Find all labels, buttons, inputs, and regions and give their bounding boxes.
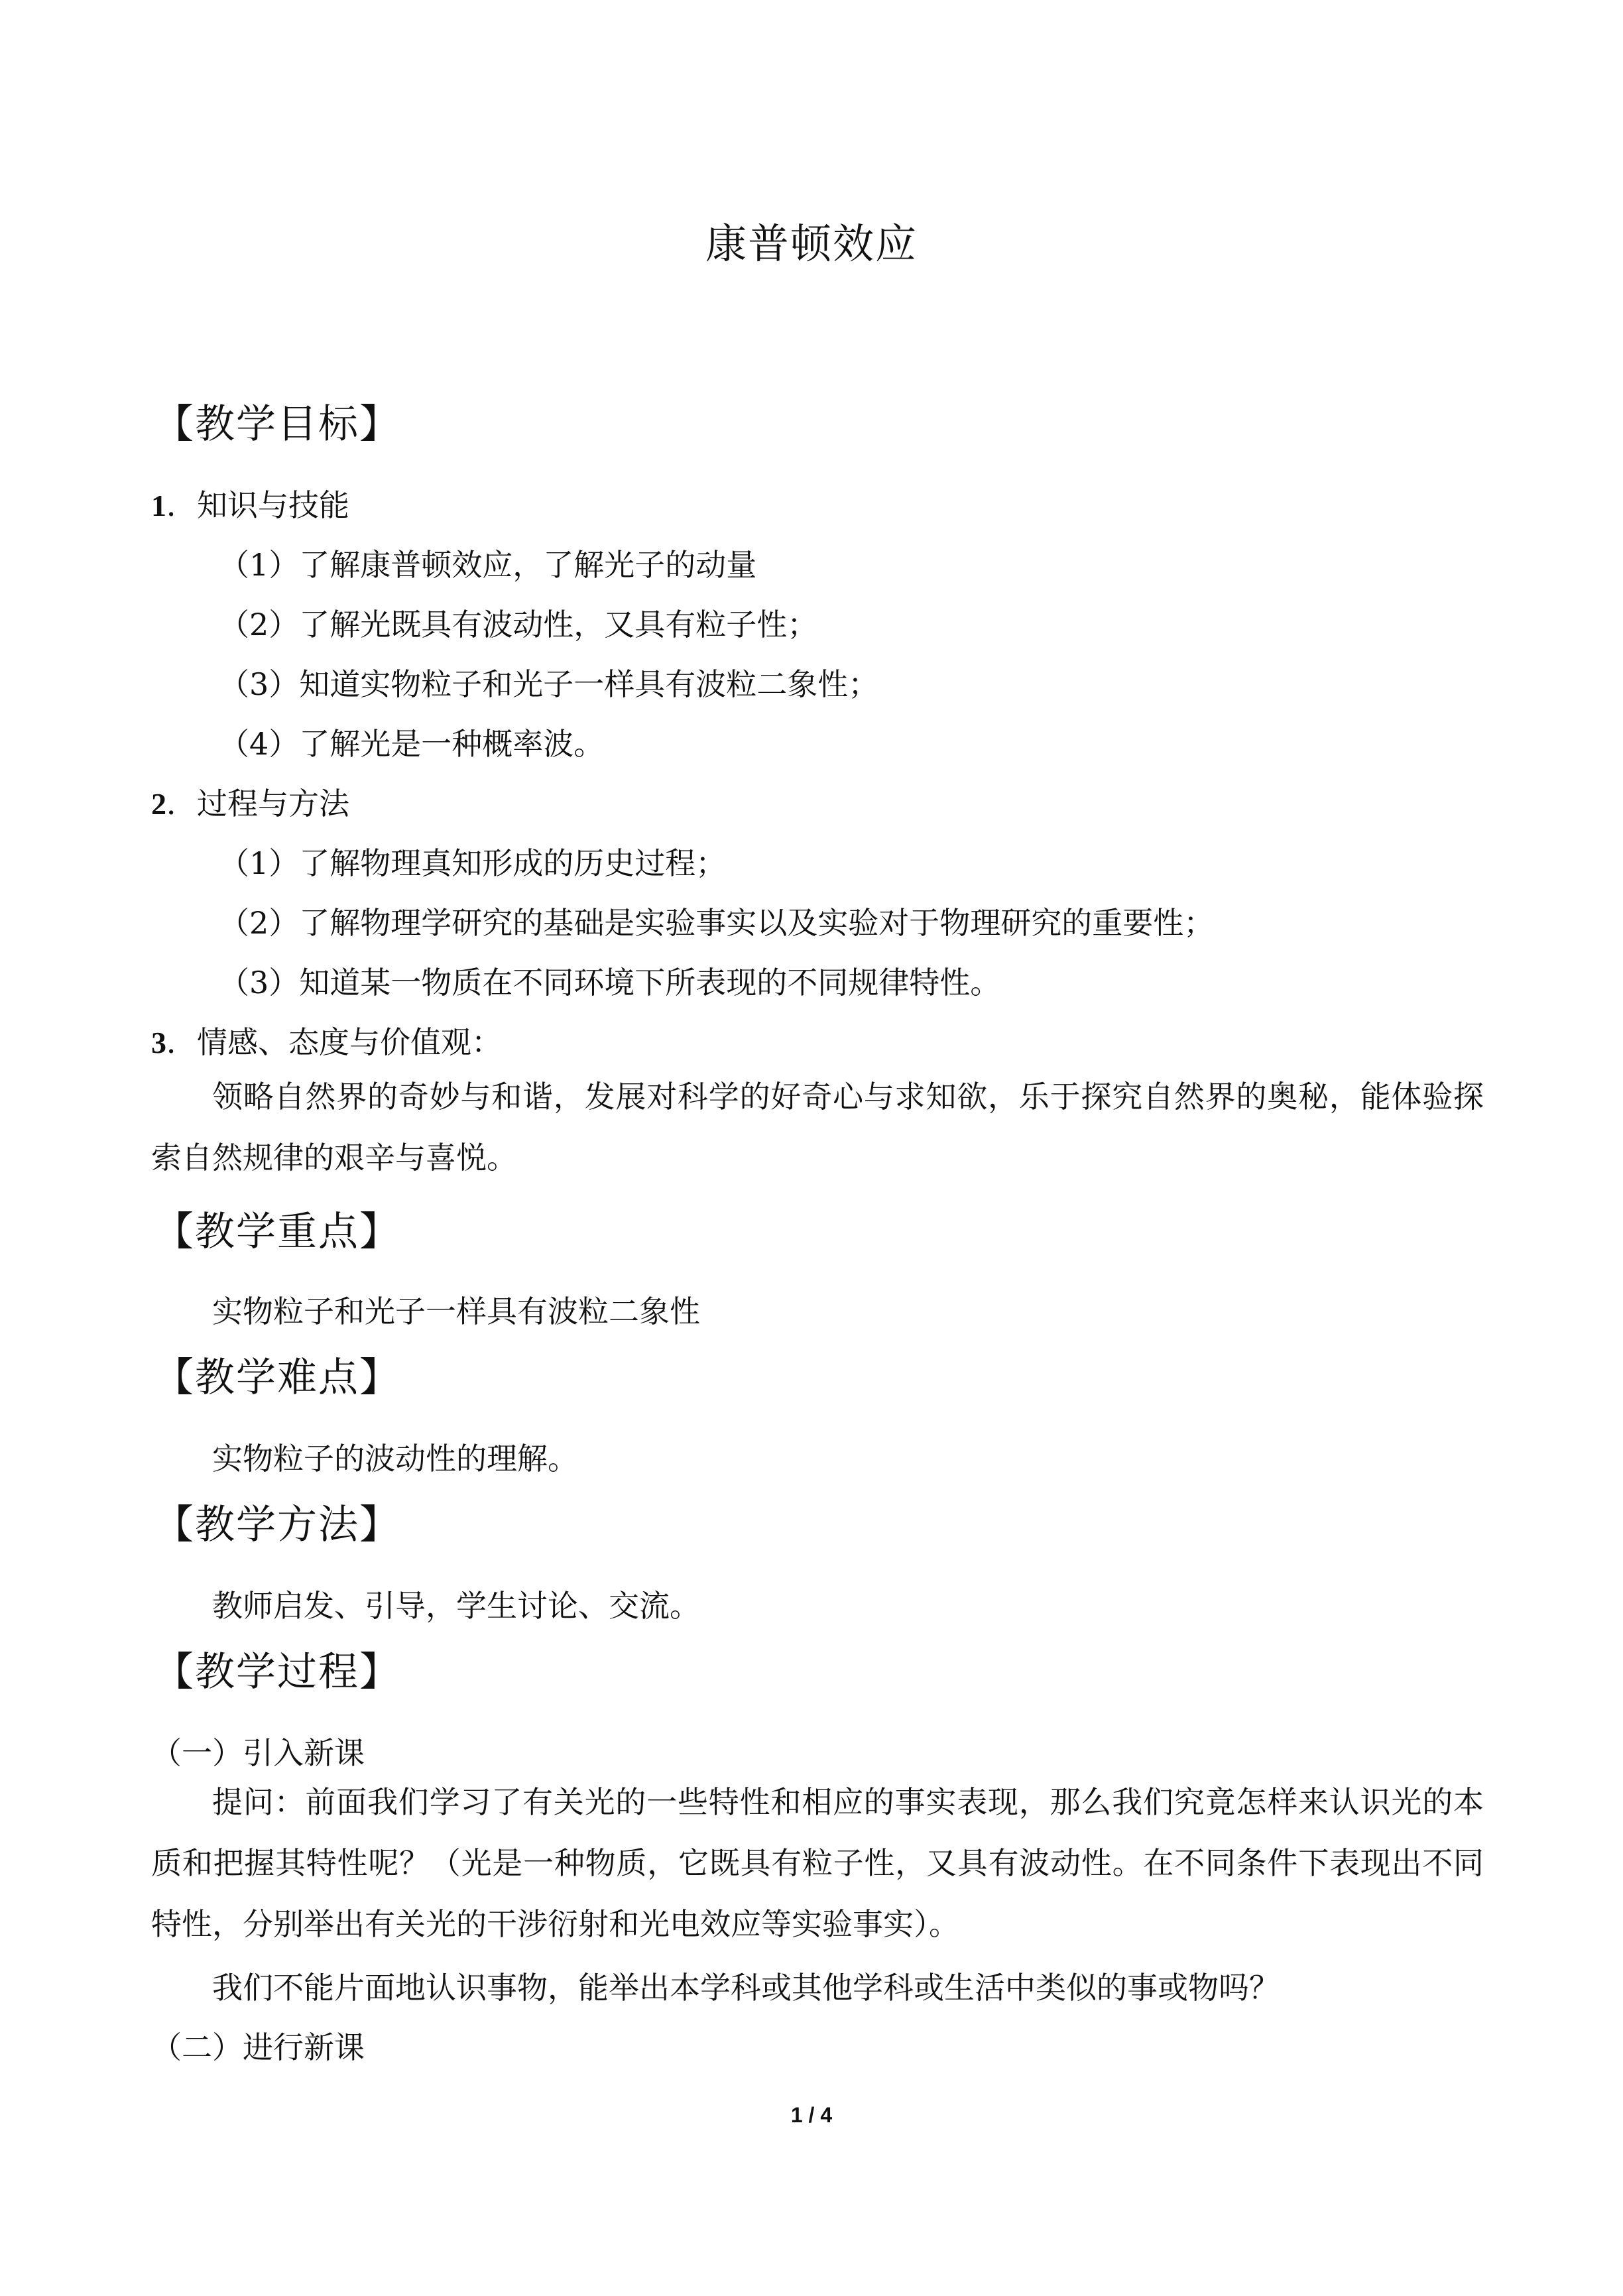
- objective-2-sub-3: （3）知道某一物质在不同环境下所表现的不同规律特性。: [219, 965, 1001, 1000]
- process-part1-heading: （一）引入新课: [151, 1735, 365, 1771]
- page-number: 1 / 4: [790, 2103, 833, 2127]
- methods-text: 教师启发、引导，学生讨论、交流。: [212, 1588, 700, 1624]
- objective-1-sub-1: （1）了解康普顿效应，了解光子的动量: [219, 547, 757, 583]
- key-points-text: 实物粒子和光子一样具有波粒二象性: [212, 1294, 700, 1329]
- objective-number: 2: [151, 787, 166, 821]
- section-heading-key-points: 【教学重点】: [154, 1209, 400, 1255]
- objective-number: 3: [151, 1026, 166, 1059]
- section-heading-objectives: 【教学目标】: [154, 401, 400, 448]
- objective-3-text: 领略自然界的奇妙与和谐，发展对科学的好奇心与求知欲，乐于探究自然界的奥秘，能体验探索自然规律的艰辛与喜悦。: [151, 1079, 1484, 1176]
- objective-1-sub-3: （3）知道实物粒子和光子一样具有波粒二象性；: [219, 666, 879, 702]
- objective-label: ．知识与技能: [166, 487, 349, 523]
- objective-1-sub-2: （2）了解光既具有波动性，又具有粒子性；: [219, 607, 818, 642]
- objective-number: 1: [151, 489, 166, 522]
- process-part1-paragraph-2: 我们不能片面地认识事物，能举出本学科或其他学科或生活中类似的事或物吗？: [212, 1970, 1280, 2006]
- objective-item-2: [151, 780, 349, 823]
- process-part2-heading: （二）进行新课: [151, 2029, 365, 2065]
- objective-2-sub-1: （1）了解物理真知形成的历史过程；: [219, 845, 727, 881]
- section-heading-process: 【教学过程】: [154, 1649, 400, 1695]
- process-part1-paragraph-1: 提问：前面我们学习了有关光的一些特性和相应的事实表现，那么我们究竟怎样来认识光的本质和把握其特性呢？（光是一种物质，它既具有粒子性，又具有波动性。在不同条件下表现出不同特性，分别举出有关光的干涉衍射和光电效应等实验事实）。: [151, 1784, 1484, 1942]
- objective-2-sub-2: （2）了解物理学研究的基础是实验事实以及实验对于物理研究的重要性；: [219, 905, 1215, 941]
- objective-item-1: [151, 481, 349, 525]
- objective-label: ．情感、态度与价值观：: [166, 1024, 502, 1060]
- objective-1-sub-4: （4）了解光是一种概率波。: [219, 726, 605, 762]
- page-title: 康普顿效应: [705, 219, 918, 268]
- difficulties-text: 实物粒子的波动性的理解。: [212, 1441, 578, 1477]
- section-heading-methods: 【教学方法】: [154, 1502, 400, 1548]
- objective-label: ．过程与方法: [166, 786, 349, 821]
- objective-item-3: [151, 1018, 502, 1062]
- section-heading-difficulties: 【教学难点】: [154, 1355, 400, 1401]
